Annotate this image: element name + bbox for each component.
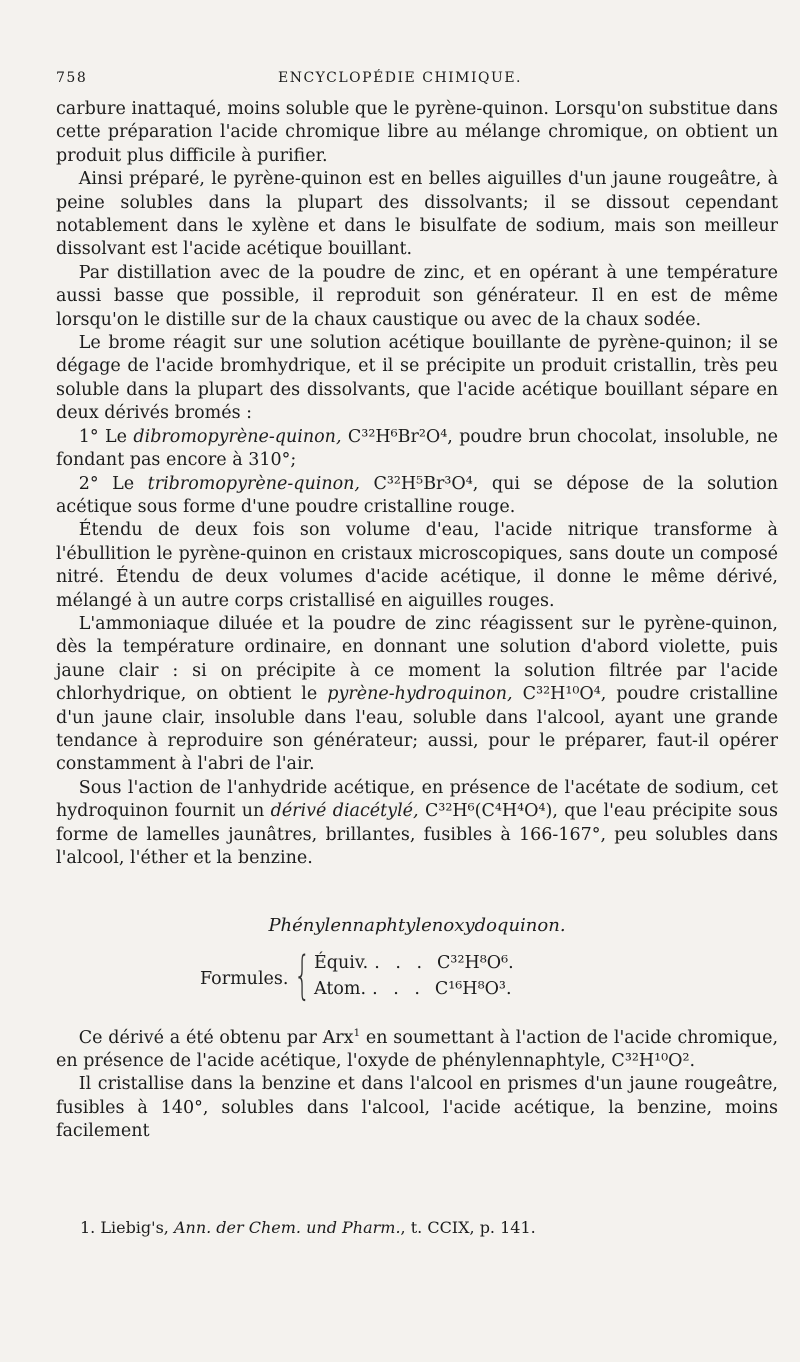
paragraph [56, 1022, 778, 1074]
paragraph [56, 473, 778, 520]
formulas-block [56, 945, 778, 1012]
paragraph-rest: en soumettant à l'action de l'acide chromique, en présence de l'acide acétique, l'oxyde de phénylennaphtyle, C³²H¹⁰O². [56, 1027, 779, 1072]
formula-atom [314, 978, 512, 1001]
paragraph-lead: L'ammoniaque diluée et la poudre de zinc réagissent sur le pyrène-quinon, dès la température ordinaire, en donnant une solution d'abord violette, puis jaune clair : si on précipite à ce moment la solution filtrée par l'acide chlorhydrique, on obtient le [56, 613, 778, 705]
body-text [56, 98, 778, 1144]
compound-name: dibromopyrène-quinon, [133, 426, 342, 447]
footnote-journal: Ann. der Chem. und Pharm. [173, 1218, 401, 1237]
equiv-dots: . . . [374, 952, 428, 973]
atom-dots: . . . [372, 978, 425, 999]
paragraph-rest: C³²H⁶(C⁴H⁴O⁴), que l'eau précipite sous forme de lamelles jaunâtres, brillantes, fusibles à 166-167°, peu solubles dans l'alcool, l'éther et la benzine. [56, 801, 778, 868]
paragraph-lead: Ce dérivé a été obtenu par Arx [78, 1027, 354, 1048]
paragraph-rest: C³²H⁶Br²O⁴, poudre brun chocolat, insoluble, ne fondant pas encore à 310°; [56, 426, 778, 471]
paragraph: Il cristallise dans la benzine et dans l'alcool en prismes d'un jaune rougeâtre, fusibles à 140°, solubles dans l'alcool, l'acide acétique, la benzine, moins facilement [56, 1074, 778, 1142]
brace-icon: { [294, 945, 311, 1006]
paragraph [56, 613, 778, 777]
paragraph: carbure inattaqué, moins soluble que le pyrène-quinon. Lorsqu'on substitue dans cette préparation l'acide chromique libre au mélange chromique, on obtient un produit plus difficile à purifier. [56, 99, 778, 166]
footnote-rest: , t. CCIX, p. 141. [400, 1218, 536, 1237]
paragraph-rest: C³²H⁵Br³O⁴, qui se dépose de la solution acétique sous forme d'une poudre cristalline rouge. [56, 473, 778, 517]
footnote-lead: 1. Liebig's, [80, 1218, 174, 1237]
page-number: 758 [56, 70, 88, 86]
paragraph: Par distillation avec de la poudre de zinc, et en opérant à une température aussi basse que possible, il reproduit son générateur. Il en est de même lorsqu'on le distille sur de la chaux caustique ou avec de la chaux sodée. [56, 262, 778, 330]
paragraph [56, 426, 778, 473]
paragraph-lead: Sous l'action de l'anhydride acétique, en présence de l'acétate de sodium, cet hydroquinon fournit un [56, 777, 778, 822]
equiv-label: Équiv. [314, 952, 369, 973]
atom-label: Atom. [314, 978, 367, 999]
compound-name: pyrène-hydroquinon, [327, 684, 513, 705]
paragraph-rest: C³²H¹⁰O⁴, poudre cristalline d'un jaune clair, insoluble dans l'eau, soluble dans l'alcool, ayant une grande tendance à reproduire son générateur; aussi, pour le préparer, faut-il opérer constamment à l'abri de l'air. [56, 684, 778, 775]
paragraph: Étendu de deux fois son volume d'eau, l'acide nitrique transforme à l'ébullition le pyrène-quinon en cristaux microscopiques, sans doute un composé nitré. Étendu de deux volumes d'acide acétique, il donne le même dérivé, mélangé à un autre corps cristallisé en aiguilles rouges. [56, 520, 778, 611]
paragraph-lead: 2° Le [78, 473, 148, 494]
compound-name: dérivé diacétylé, [270, 801, 419, 822]
atom-value: C¹⁶H⁸O³. [434, 978, 512, 999]
paragraph-lead: 1° Le [78, 426, 134, 447]
footnote [80, 1218, 770, 1237]
compound-name: tribromopyrène-quinon, [147, 473, 360, 494]
section-title: Phénylennaphtylenoxydoquinon. [268, 915, 566, 937]
page-header [0, 70, 800, 92]
equiv-value: C³²H⁸O⁶. [437, 952, 514, 973]
running-title: ENCYCLOPÉDIE CHIMIQUE. [278, 70, 522, 86]
paragraph: Le brome réagit sur une solution acétique bouillante de pyrène-quinon; il se dégage de l'acide bromhydrique, et il se précipite un produit cristallin, très peu soluble dans la plupart des dissolvants, que l'acide acétique bouillant sépare en deux dérivés bromés : [56, 333, 778, 424]
formula-equiv [314, 952, 514, 975]
formulas-label: Formules. [200, 968, 289, 989]
paragraph: Ainsi préparé, le pyrène-quinon est en belles aiguilles d'un jaune rougeâtre, à peine solubles dans la plupart des dissolvants; il se dissout cependant notablement dans le xylène et dans le bisulfate de sodium, mais son meilleur dissolvant est l'acide acétique bouillant. [56, 169, 778, 260]
paragraph [56, 777, 778, 871]
footnote-ref[interactable]: 1 [353, 1026, 361, 1039]
